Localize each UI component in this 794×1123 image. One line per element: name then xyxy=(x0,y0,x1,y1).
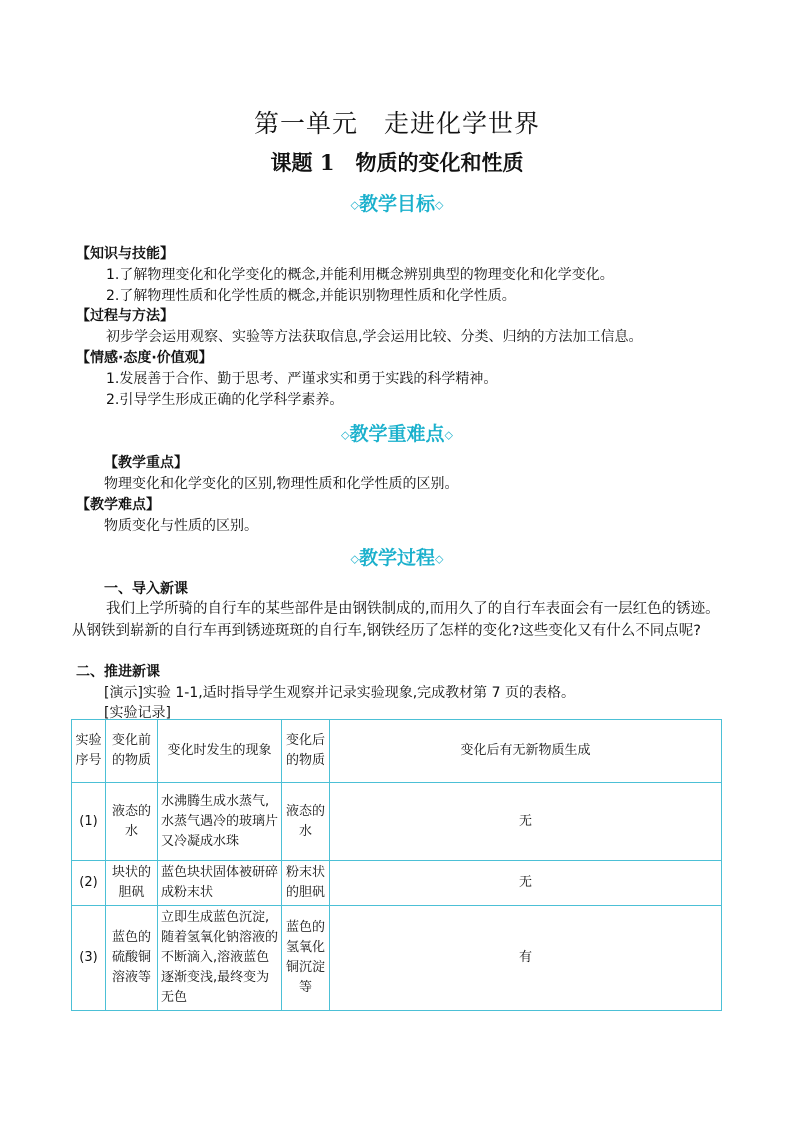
table-cell-new: 有 xyxy=(330,906,722,1011)
table-cell-before: 液态的水 xyxy=(106,783,158,861)
table-cell-before: 块状的胆矾 xyxy=(106,861,158,906)
knowledge-label: 【知识与技能】 xyxy=(76,246,174,262)
section-heading-process-text: 教学过程 xyxy=(358,547,435,569)
unit-title: 第一单元 走进化学世界 xyxy=(253,109,540,138)
knowledge-item-1: 1.了解物理变化和化学变化的概念,并能利用概念辨别典型的物理变化和化学变化。 xyxy=(106,267,614,283)
emotion-item-2: 2.引导学生形成正确的化学科学素养。 xyxy=(106,392,344,408)
table-cell-phenomenon: 蓝色块状固体被研碎成粉末状 xyxy=(158,861,282,906)
table-cell-after: 粉末状的胆矾 xyxy=(282,861,330,906)
method-label: 【过程与方法】 xyxy=(76,308,174,324)
table-cell-phenomenon: 立即生成蓝色沉淀,随着氢氧化钠溶液的不断滴入,溶液蓝色逐渐变浅,最终变为无色 xyxy=(158,906,282,1011)
table-cell-after: 蓝色的氢氧化铜沉淀等 xyxy=(282,906,330,1011)
experiment-record-table xyxy=(71,719,722,1011)
record-label: [实验记录] xyxy=(104,705,171,721)
step1-paragraph: 我们上学所骑的自行车的某些部件是由钢铁制成的,而用久了的自行车表面会有一层红色的锈迹。从钢铁到崭新的自行车再到锈迹斑斑的自行车,钢铁经历了怎样的变化?这些变化又有什么不同点呢? xyxy=(72,601,720,639)
table-row xyxy=(72,906,722,1011)
diamond-icon: ◇ xyxy=(435,198,444,212)
emotion-item-1: 1.发展善于合作、勤于思考、严谨求实和勇于实践的科学精神。 xyxy=(106,371,498,387)
table-row xyxy=(72,783,722,861)
table-cell-new: 无 xyxy=(330,783,722,861)
table-cell-no: (3) xyxy=(72,906,106,1011)
focus-label: 【教学重点】 xyxy=(104,455,188,471)
lesson-title: 课题 1 物质的变化和性质 xyxy=(270,150,524,175)
table-header-row xyxy=(72,720,722,783)
table-cell-before: 蓝色的硫酸铜溶液等 xyxy=(106,906,158,1011)
table-cell-no: (2) xyxy=(72,861,106,906)
diamond-icon: ◇ xyxy=(435,552,444,566)
diamond-icon: ◇ xyxy=(350,198,359,212)
difficulty-label: 【教学难点】 xyxy=(76,497,160,513)
knowledge-item-2: 2.了解物理性质和化学性质的概念,并能识别物理性质和化学性质。 xyxy=(106,288,516,304)
table-header-cell: 实验序号 xyxy=(72,720,106,783)
diamond-icon: ◇ xyxy=(350,552,359,566)
table-header-cell: 变化后的物质 xyxy=(282,720,330,783)
section-heading-key-points-text: 教学重难点 xyxy=(349,423,445,445)
table-cell-after: 液态的水 xyxy=(282,783,330,861)
table-header-cell: 变化后有无新物质生成 xyxy=(330,720,722,783)
step1-label: 一、导入新课 xyxy=(104,581,188,597)
diamond-icon: ◇ xyxy=(341,428,350,442)
table-cell-phenomenon: 水沸腾生成水蒸气,水蒸气遇冷的玻璃片又冷凝成水珠 xyxy=(158,783,282,861)
emotion-label: 【情感·态度·价值观】 xyxy=(76,350,213,366)
table-cell-new: 无 xyxy=(330,861,722,906)
focus-text: 物理变化和化学变化的区别,物理性质和化学性质的区别。 xyxy=(104,476,459,492)
demo-text: [演示]实验 1-1,适时指导学生观察并记录实验现象,完成教材第 7 页的表格。 xyxy=(104,685,575,701)
section-heading-goals-text: 教学目标 xyxy=(358,193,435,215)
section-heading-key-points xyxy=(0,419,794,446)
table-header-cell: 变化前的物质 xyxy=(106,720,158,783)
step2-label: 二、推进新课 xyxy=(76,664,160,680)
method-item-1: 初步学会运用观察、实验等方法获取信息,学会运用比较、分类、归纳的方法加工信息。 xyxy=(106,329,643,345)
section-heading-goals xyxy=(0,189,794,216)
table-header-cell: 变化时发生的现象 xyxy=(158,720,282,783)
table-row xyxy=(72,861,722,906)
section-heading-process xyxy=(0,543,794,570)
difficulty-text: 物质变化与性质的区别。 xyxy=(104,518,258,534)
diamond-icon: ◇ xyxy=(444,428,453,442)
table-cell-no: (1) xyxy=(72,783,106,861)
